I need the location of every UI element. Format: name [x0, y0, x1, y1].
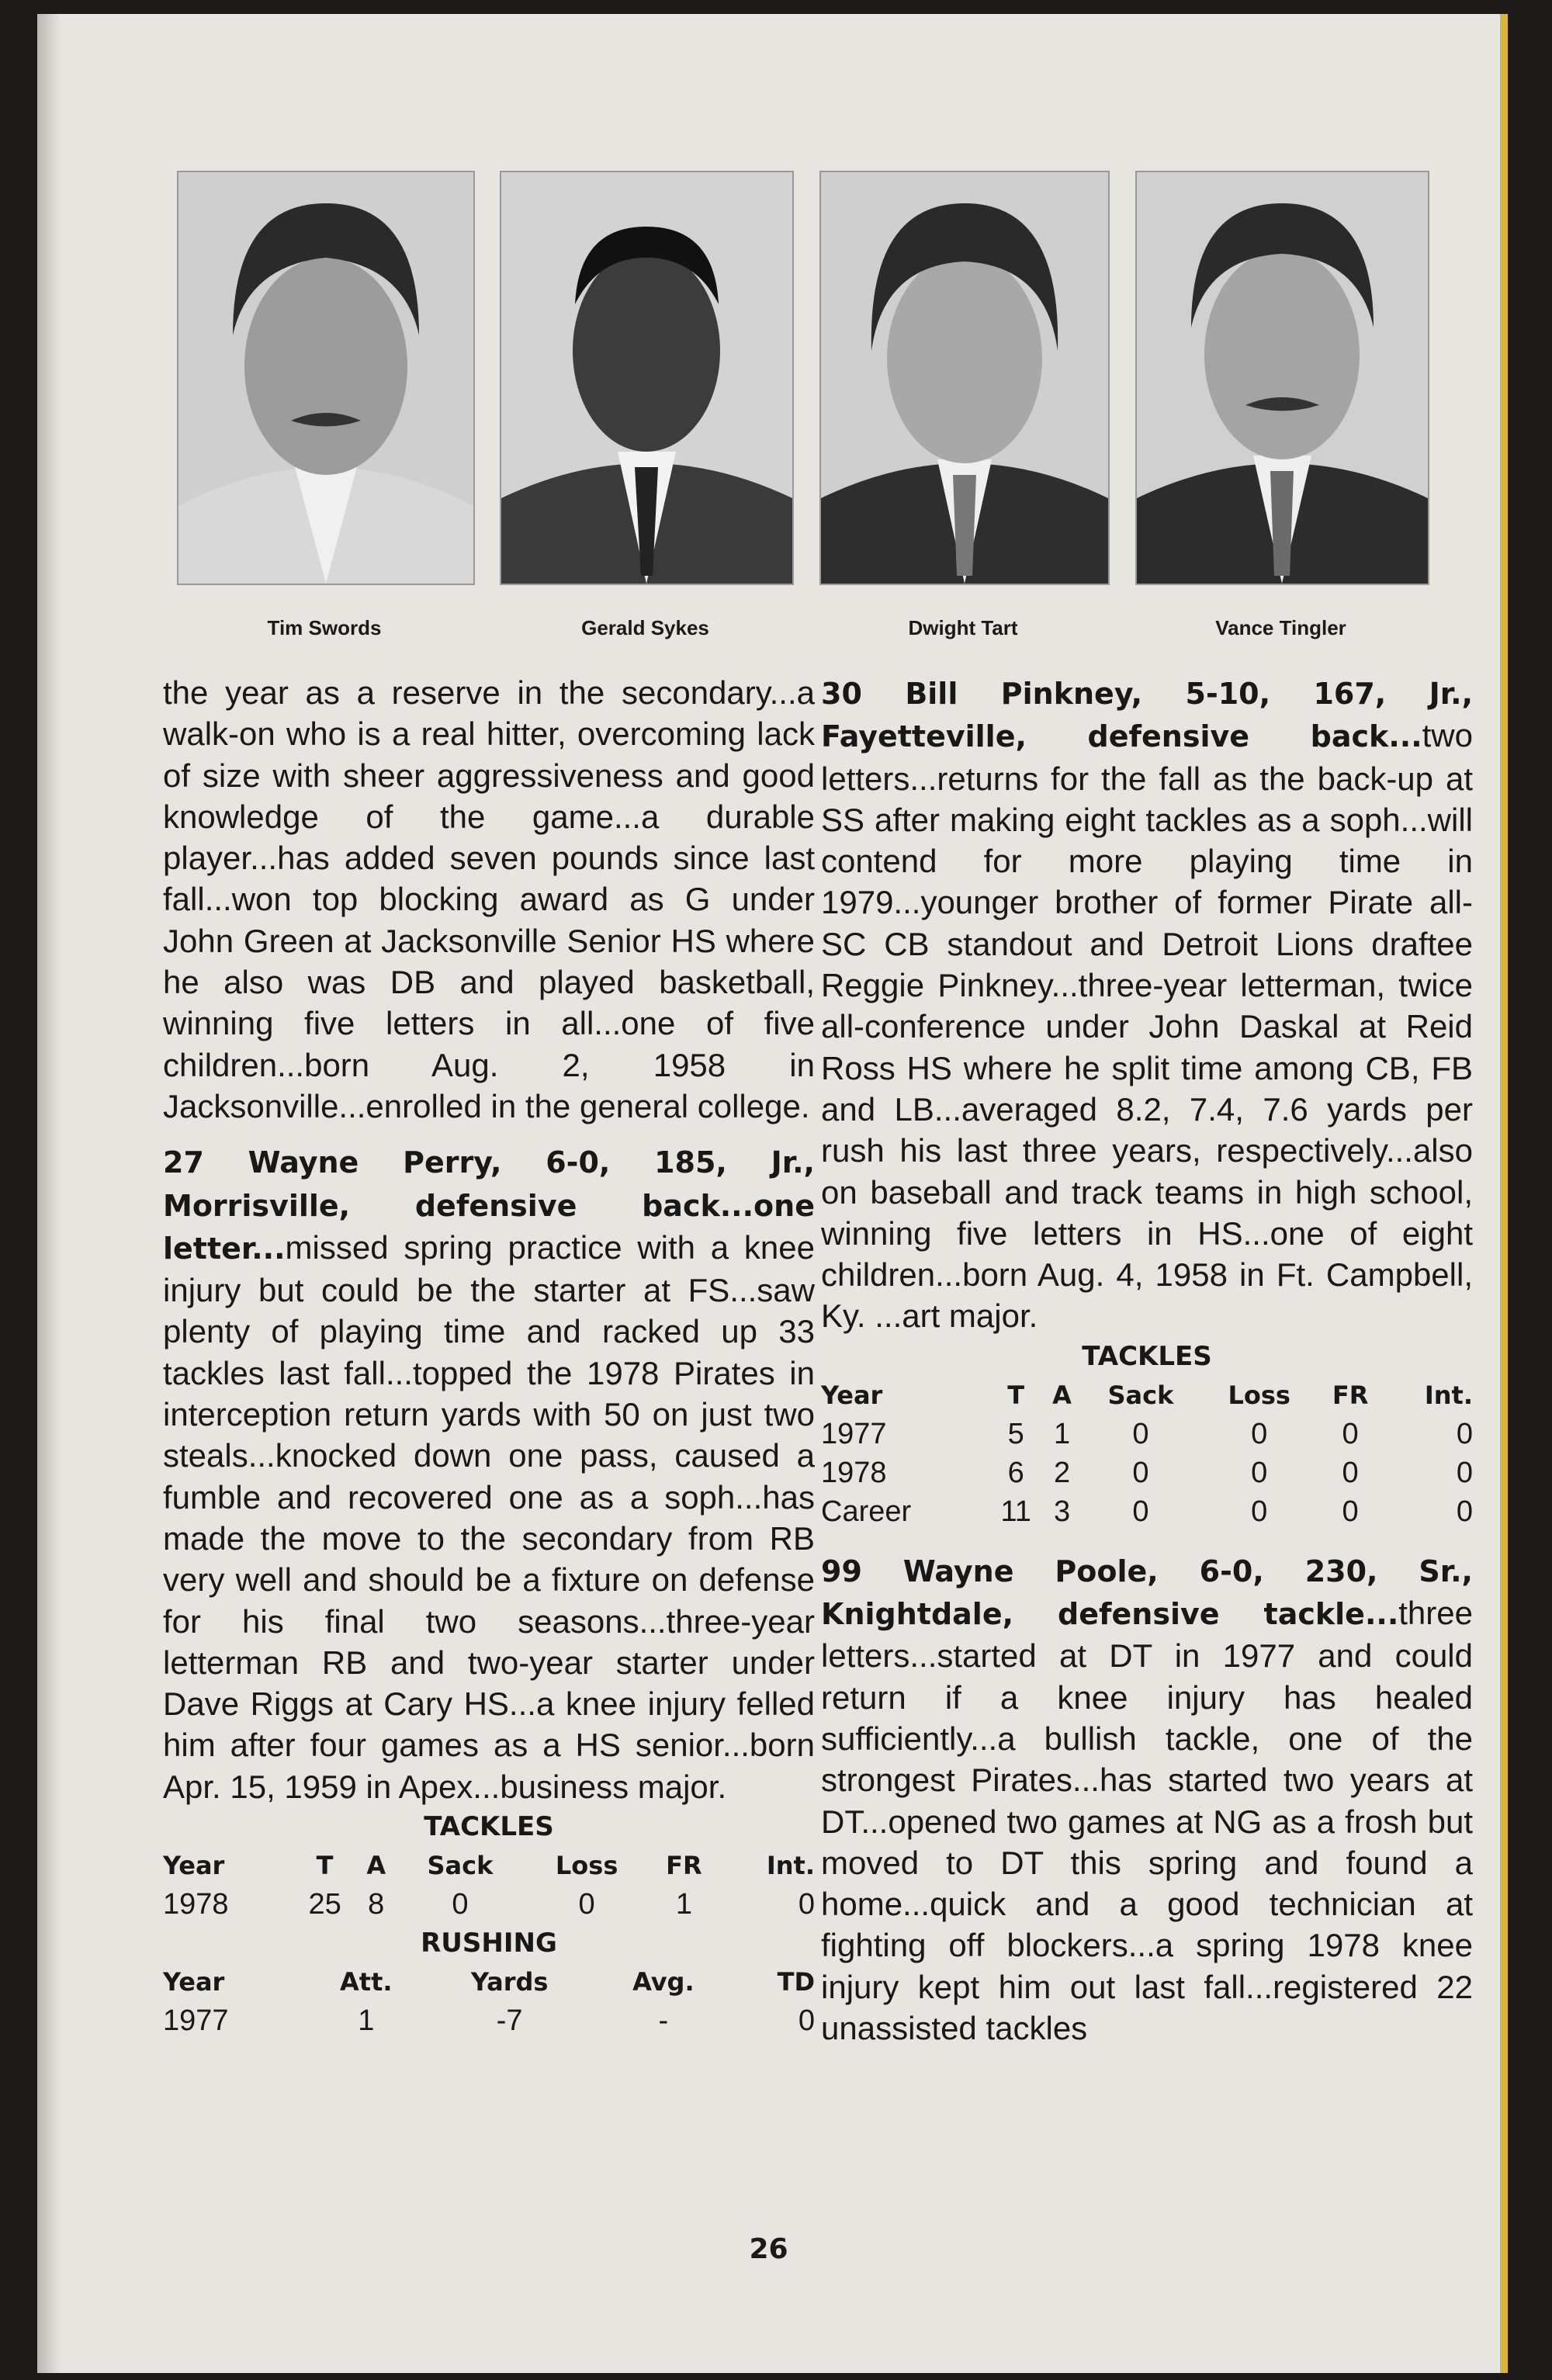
cell: 6: [1007, 1456, 1024, 1489]
caption-gerald-sykes: Gerald Sykes: [581, 616, 709, 639]
cell: 0: [1456, 1456, 1473, 1489]
perry-rushing-title: RUSHING: [421, 1928, 557, 1959]
col-int: Int.: [1424, 1380, 1473, 1410]
cell: 0: [1251, 1417, 1268, 1450]
book-spine-shadow: [37, 14, 61, 2373]
col-year: Year: [163, 1967, 225, 1997]
cell: 11: [1000, 1495, 1031, 1528]
col-year: Year: [163, 1851, 225, 1881]
col-loss: Loss: [1228, 1380, 1290, 1410]
cell: 1: [1053, 1417, 1071, 1450]
photo-tim-swords: [177, 171, 475, 585]
poole-body: three letters...started at DT in 1977 and could return if a knee injury has healed sufficiently...a bullish tackle, one of the strongest Pirates...has started two years at DT...opened two games at NG as a frosh but moved to DT this spring and found a home...quick and a good technician at fighting off blockers...a spring 1978 knee injury kept him out last fall...registered 22 unassisted tackles: [821, 1595, 1473, 2047]
col-int: Int.: [766, 1851, 815, 1881]
cell: 0: [798, 2004, 815, 2038]
portrait-icon: [1137, 172, 1428, 584]
cell: 0: [798, 1888, 815, 1921]
table-header-row: [163, 1846, 815, 1885]
cell: 0: [1132, 1456, 1149, 1489]
pinkney-heading: 30 Bill Pinkney, 5-10, 167, Jr., Fayetteville, defensive back...: [821, 677, 1473, 754]
cell: -7: [496, 2004, 523, 2038]
table-row: [163, 1885, 815, 1924]
table-row: [821, 1492, 1473, 1531]
portrait-icon: [178, 172, 473, 584]
table-row: [163, 2001, 815, 2040]
cell: 0: [1132, 1417, 1149, 1450]
col-a: A: [366, 1851, 386, 1881]
col-yards: Yards: [470, 1967, 549, 1997]
photo-dwight-tart: [819, 171, 1110, 585]
col-a: A: [1052, 1380, 1072, 1410]
cell: 0: [1132, 1495, 1149, 1528]
cell: 1: [675, 1888, 692, 1921]
cell: 0: [452, 1888, 469, 1921]
perry-rushing-table: [163, 1963, 815, 2040]
col-avg: Avg.: [632, 1967, 695, 1997]
cell: 0: [578, 1888, 595, 1921]
right-column: [821, 672, 1473, 2049]
table-header-row: [821, 1376, 1473, 1415]
col-t: T: [316, 1851, 334, 1881]
pinkney-bio: [821, 672, 1473, 1337]
cell: 1977: [163, 2004, 229, 2038]
portrait-icon: [501, 172, 792, 584]
cell: 5: [1007, 1417, 1024, 1450]
cell: 1977: [821, 1417, 887, 1450]
caption-tim-swords: Tim Swords: [267, 616, 382, 639]
cell: 3: [1053, 1495, 1071, 1528]
cell: 2: [1053, 1456, 1071, 1489]
portrait-icon: [821, 172, 1108, 584]
col-year: Year: [821, 1380, 883, 1410]
poole-bio: [821, 1550, 1473, 2049]
cell: 0: [1342, 1417, 1359, 1450]
pinkney-body: two letters...returns for the fall as the back-up at SS after making eight tackles as a soph...will contend for more playing time in 1979...younger brother of former Pirate all-SC CB standout and Detroit Lions draftee Reggie Pinkney...three-year letterman, twice all-conference under John Daskal at Reid Ross HS where he split time among CB, FB and LB...averaged 8.2, 7.4, 7.6 yards per rush his last three years, respectively...also on baseball and track teams in high school, winning five letters in HS...one of eight children...born Aug. 4, 1958 in Ft. Campbell, Ky. ...art major.: [821, 717, 1473, 1335]
col-loss: Loss: [555, 1851, 618, 1881]
photo-vance-tingler: [1135, 171, 1429, 585]
col-t: T: [1007, 1380, 1025, 1410]
cell: 0: [1251, 1456, 1268, 1489]
col-att: Att.: [340, 1967, 393, 1997]
cell: 1: [358, 2004, 375, 2038]
perry-body: missed spring practice with a knee injury but could be the starter at FS...saw plenty of playing time and racked up 33 tackles last fall...topped the 1978 Pirates in interception return yards with 50 on just two steals...knocked down one pass, caused a fumble and recovered one as a soph...has made the move to the secondary from RB very well and should be a fixture on defense for his final two seasons...three-year letterman RB and two-year starter under Dave Riggs at Cary HS...a knee injury felled him after four games as a HS senior...born Apr. 15, 1959 in Apex...business major.: [163, 1228, 815, 1805]
col-sack: Sack: [1107, 1380, 1174, 1410]
perry-tackles-title: TACKLES: [424, 1811, 554, 1843]
col-fr: FR: [1332, 1380, 1369, 1410]
pinkney-tackles-table: [821, 1376, 1473, 1531]
caption-vance-tingler: Vance Tingler: [1215, 616, 1346, 639]
left-column: [163, 672, 815, 2040]
cell: 0: [1456, 1495, 1473, 1528]
caption-dwight-tart: Dwight Tart: [908, 616, 1018, 639]
cell: 0: [1456, 1417, 1473, 1450]
table-row: [821, 1415, 1473, 1453]
col-fr: FR: [666, 1851, 702, 1881]
pinkney-tackles-title: TACKLES: [1082, 1340, 1212, 1372]
poole-heading: 99 Wayne Poole, 6-0, 230, Sr., Knightdale, defensive tackle...: [821, 1554, 1473, 1632]
cell: 0: [1251, 1495, 1268, 1528]
cell: Career: [821, 1495, 912, 1528]
cell: -: [658, 2004, 669, 2038]
page: [37, 14, 1508, 2373]
col-td: TD: [777, 1967, 815, 1997]
cell: 8: [368, 1888, 385, 1921]
perry-heading: 27 Wayne Perry, 6-0, 185, Jr., Morrisville, defensive back...one letter...: [163, 1145, 815, 1266]
perry-tackles-table: [163, 1846, 815, 1924]
table-row: [821, 1453, 1473, 1492]
sykes-bio-continuation: the year as a reserve in the secondary...a walk-on who is a real hitter, overcoming lack of size with sheer aggressiveness and good knowledge of the game...a durable player...has added seven pounds since last fall...won top blocking award as G under John Green at Jacksonville Senior HS where he also was DB and played basketball, winning five letters in all...one of five children...born Aug. 2, 1958 in Jacksonville...enrolled in the general college.: [163, 674, 815, 1124]
perry-bio: [163, 1141, 815, 1807]
cell: 25: [308, 1888, 341, 1921]
cell: 1978: [163, 1888, 229, 1921]
table-header-row: [163, 1963, 815, 2001]
cell: 1978: [821, 1456, 887, 1489]
page-number: 26: [749, 2233, 788, 2265]
col-sack: Sack: [427, 1851, 494, 1881]
cell: 0: [1342, 1495, 1359, 1528]
photo-gerald-sykes: [500, 171, 794, 585]
cell: 0: [1342, 1456, 1359, 1489]
